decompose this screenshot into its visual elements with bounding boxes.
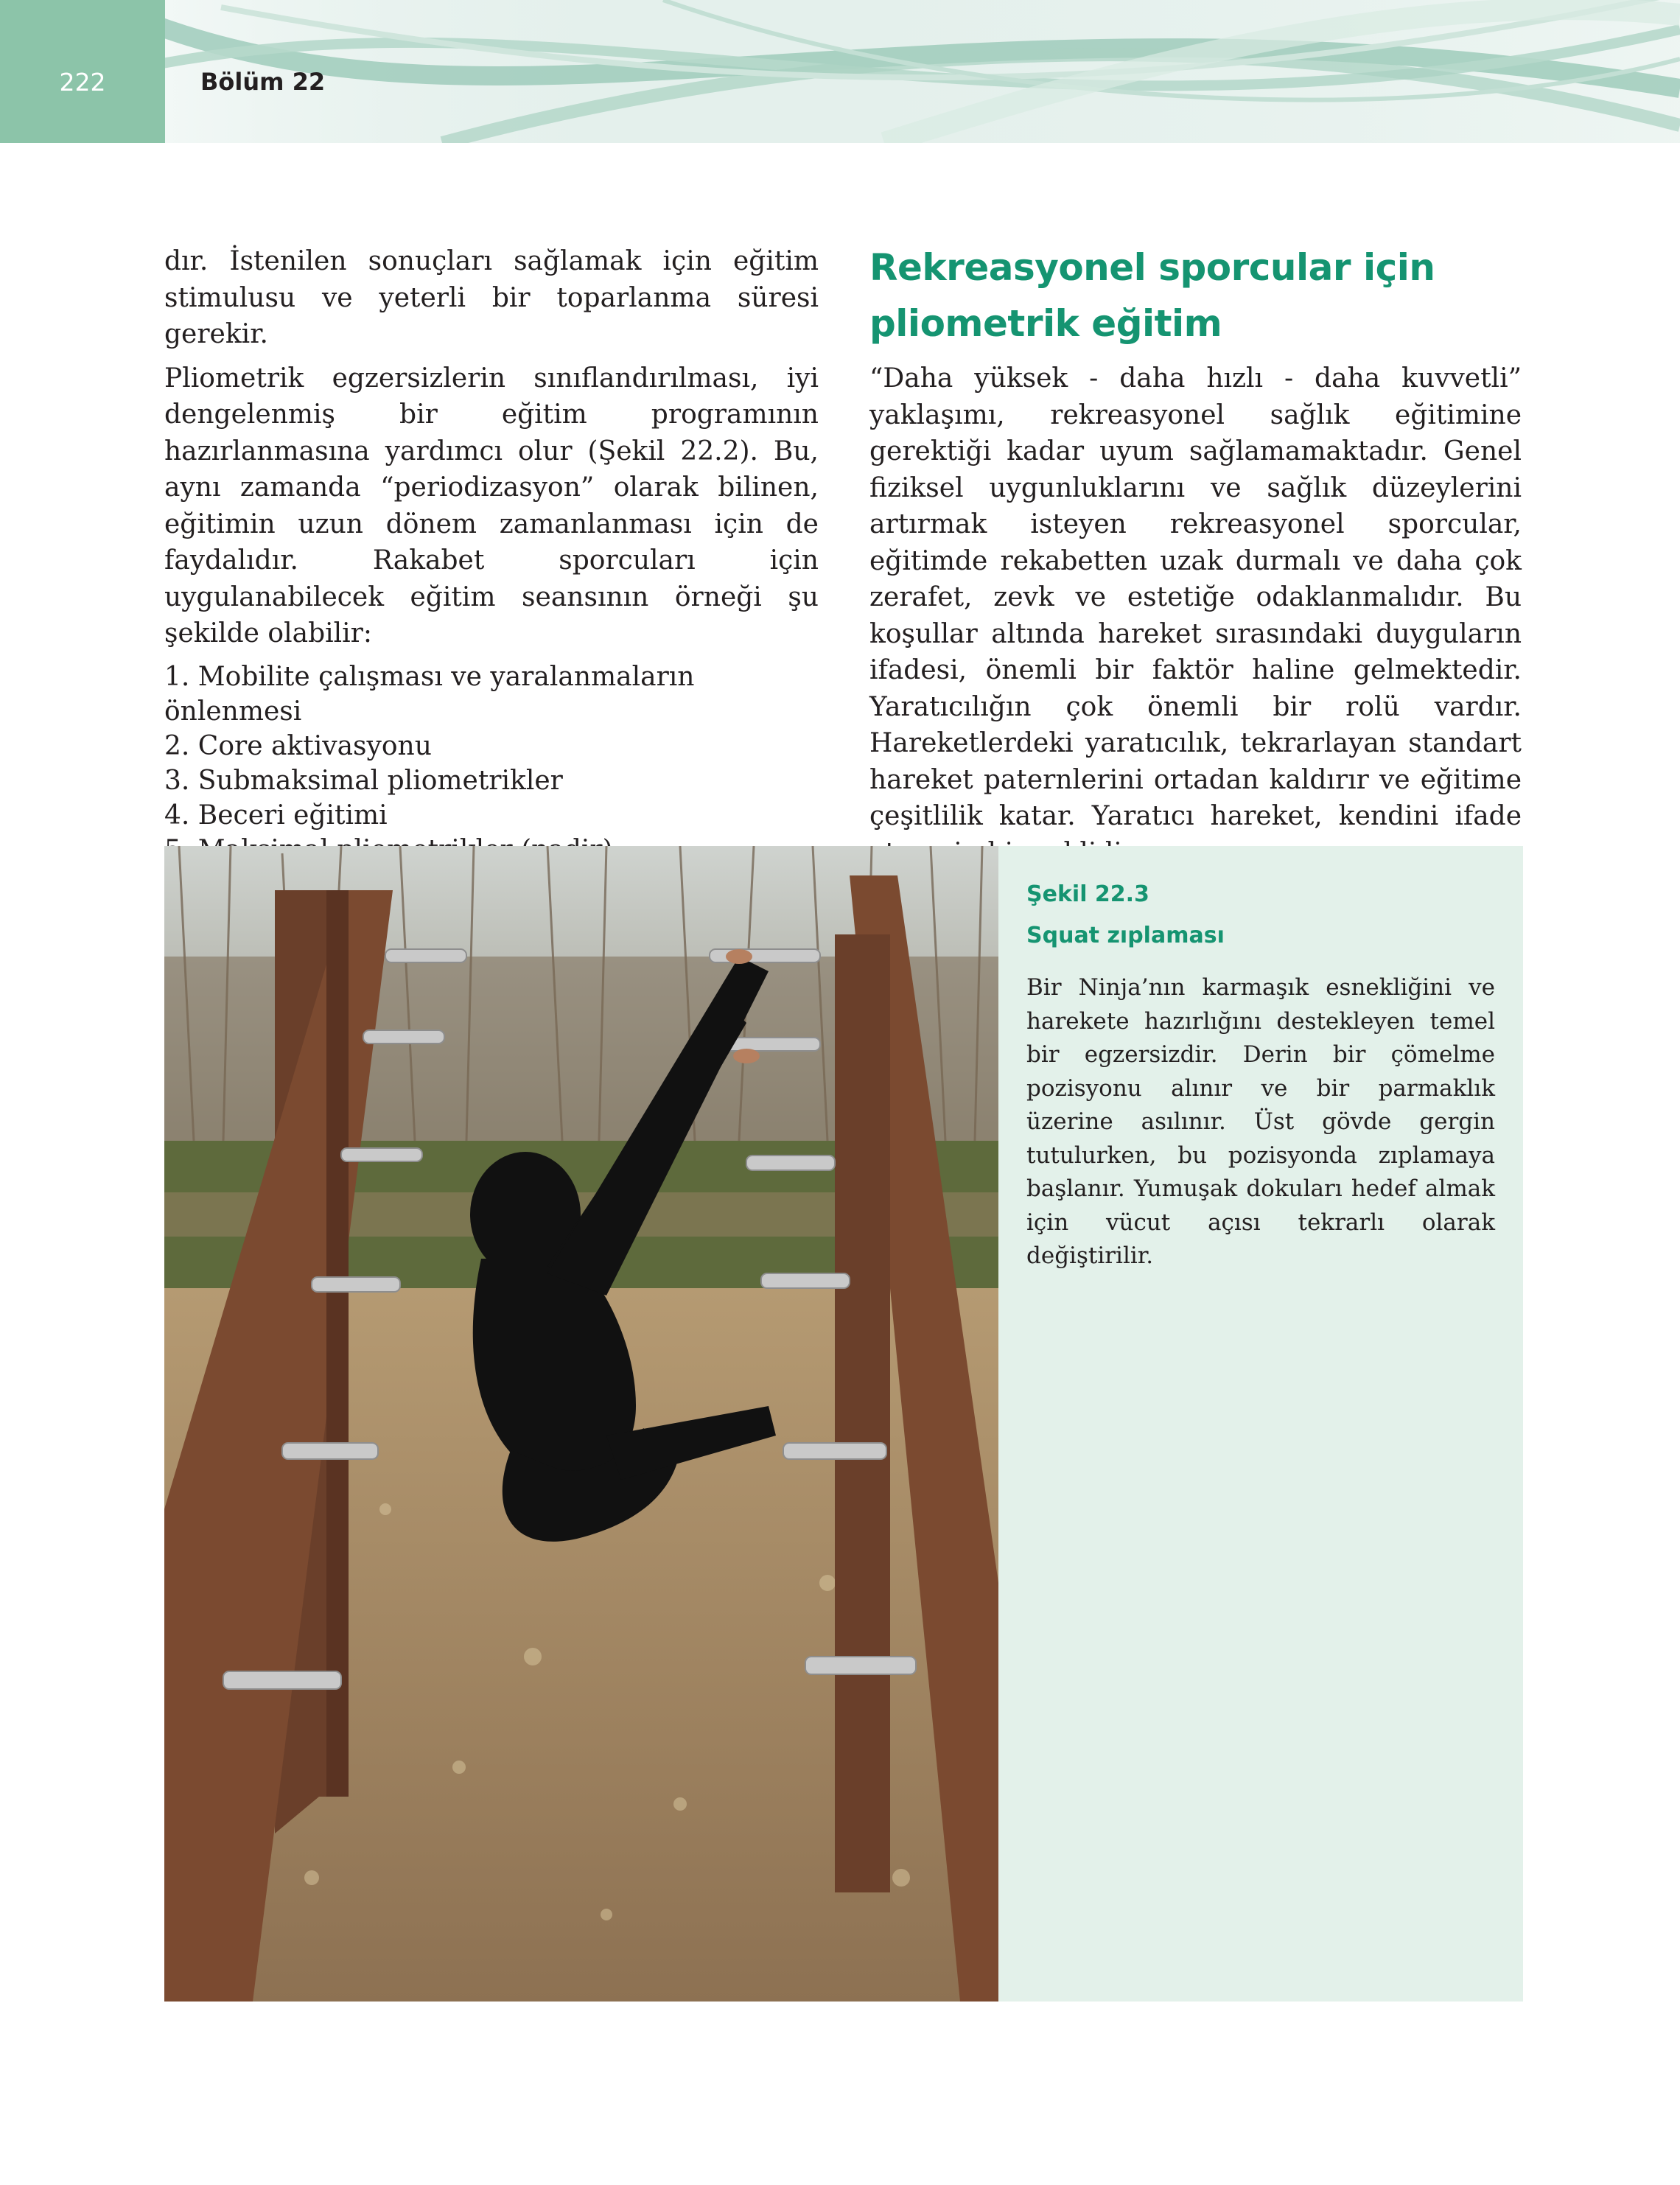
figure-label: Şekil 22.3 [1026,881,1149,907]
list-item: 2. Core aktivasyonu [164,730,432,761]
figure-title: Squat zıplaması [1026,923,1225,948]
photo-illustration [164,846,998,2002]
figure-caption-panel [998,846,1523,2002]
paragraph: Pliometrik egzersizlerin sınıflandırılması, iyi dengelenmiş bir eğitim programının hazırlanmasına yardımcı olur (Şekil 22.2). Bu, aynı zamanda “periodizasyon” olarak bilinen, eğitimin uzun dönem zamanlanması için de faydalıdır. Rakabet sporcuları için uygulanabilecek eğitim seansının örneği şu şekilde olabilir: [164,363,819,648]
list-item: 4. Beceri eğitimi [164,800,388,831]
list-item: 3. Submaksimal pliometrikler [164,765,563,796]
right-text-column [869,240,1522,871]
list-item: 1. Mobilite çalışması ve yaralanmaların önlenmesi [164,661,695,727]
page-header [0,0,1680,143]
page-number-tab [0,0,165,143]
figure-photo [164,846,998,2002]
chapter-label: Bölüm 22 [200,68,326,96]
left-text-column [164,243,819,937]
section-heading: Rekreasyonel sporcular için pliometrik eğitim [869,246,1435,345]
paragraph: dır. İstenilen sonuçları sağlamak için eğitim stimulusu ve yeterli bir toparlanma süresi gerekir. [164,246,819,349]
page-number: 222 [59,68,106,97]
paragraph: “Daha yüksek - daha hızlı - daha kuvvetli” yaklaşımı, rekreasyonel sağlık eğitimine gerektiği kadar uyum sağlamamaktadır. Genel fiziksel uygunluklarını ve sağlık düzeylerini artırmak isteyen rekreasyonel sporcular, eğitimde rekabetten uzak durmalı ve daha çok zerafet, zevk ve estetiğe odaklanmalıdır. Bu koşullar altında hareket sırasındaki duyguların ifadesi, önemli bir faktör haline gelmektedir. Yaratıcılığın çok önemli bir rolü vardır. Hareketlerdeki yaratıcılık, tekrarlayan standart hareket paternlerini ortadan kaldırır ve eğitime çeşitlilik katar. Yaratıcı hareket, kendini ifade [869,363,1522,831]
figure-description: Bir Ninja’nın karmaşık esnekliğini ve harekete hazırlığını destekleyen temel bir egzersizdir. Derin bir çömelme pozisyonu alınır ve bir parmaklık üzerine asılınır. Üst gövde gergin tutulurken, bu pozisyonda zıplamaya başlanır. Yumuşak dokuları hedef almak için vücut açısı tekrarlı olarak değiştirilir. [1026,974,1495,1269]
